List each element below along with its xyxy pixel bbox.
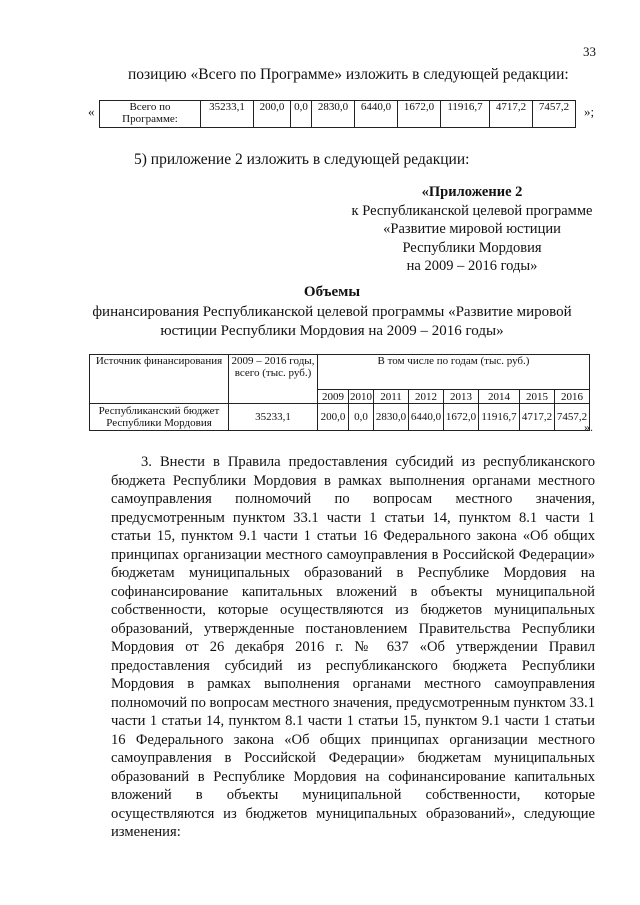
table-header-row (90, 355, 590, 390)
year-cell: 2015 (520, 390, 555, 404)
appendix-line: Республики Мордовия (402, 239, 542, 256)
paragraph-text: 3. Внести в Правила предоставления субсидий из республиканского бюджета Республики Мордовия в рамках выполнения органами местного самоуправления полномочий по вопросам местного значения, предусмотренным пунктом 33.1 части 1 статьи 14, пунктом 8.1 части 1 статьи 15, пунктом 9.1 части 1 статьи 16 Федерального закона «Об общих принципах организации местного самоуправления в Российской Федерации» бюджетам муниципальных образований в Республике Мордовия на софинансирование капитальных вложений в объекты муниципальной собственности, которые осуществляются из бюджетов муниципальных образований, утвержденные постановлением Правительства Республики Мордовия от 26 декабря 2016 г. № 637 «Об утверждении Правил предоставления субсидий из республиканского бюджета Республики Мордовия в рамках выполнения органами местного самоуправления полномочий по вопросам местного значения, предусмотренным пунктом 33.1 части 1 статьи 14, пунктом 8.1 части 1 статьи 15, пунктом 9.1 части 1 статьи 16 Федерального закона «Об общих принципах организации местного самоуправления в Российской Федерации» бюджетам муниципальных образований в Республике Мордовия на софинансирование капитальных вложений в объекты муниципальной собственности, которые осуществляются из бюджетов муниципальных образований», следующие изменения: (111, 454, 595, 840)
volumes-title: Объемы (303, 284, 361, 300)
header-years: В том числе по годам (тыс. руб.) (318, 355, 590, 390)
table-cell: 4717,2 (490, 101, 533, 128)
appendix-line: на 2009 – 2016 годы» (406, 258, 538, 275)
table-cell: 11916,7 (441, 101, 490, 128)
paragraph-3 (111, 453, 595, 842)
table-cell-label: Всего по Программе: (100, 101, 201, 128)
table1-open-quote: « (88, 104, 95, 119)
row-value: 2830,0 (374, 404, 409, 431)
header-total: 2009 – 2016 годы, всего (тыс. руб.) (229, 355, 318, 404)
appendix-line: к Республиканской целевой программе (351, 202, 593, 219)
intro-line: позицию «Всего по Программе» изложить в следующей редакции: (128, 66, 569, 83)
row-source: Республиканский бюджет Республики Мордовия (90, 404, 229, 431)
table-cell: 0,0 (291, 101, 312, 128)
table-cell: 1672,0 (398, 101, 441, 128)
row-value: 1672,0 (444, 404, 479, 431)
table-row (90, 404, 590, 431)
appendix-line: «Развитие мировой юстиции (383, 221, 561, 238)
year-cell: 2014 (479, 390, 520, 404)
table-cell: 2830,0 (312, 101, 355, 128)
row-value: 11916,7 (479, 404, 520, 431)
year-cell: 2011 (374, 390, 409, 404)
appendix-title: «Приложение 2 (421, 184, 523, 200)
table-cell: 6440,0 (355, 101, 398, 128)
row-total: 35233,1 (229, 404, 318, 431)
table-cell: 35233,1 (201, 101, 254, 128)
header-source: Источник финансирования (90, 355, 229, 404)
table-cell: 200,0 (254, 101, 291, 128)
row-value: 6440,0 (409, 404, 444, 431)
year-cell: 2012 (409, 390, 444, 404)
year-cell: 2010 (350, 390, 372, 403)
point-5: 5) приложение 2 изложить в следующей редакции: (134, 151, 470, 168)
table-cell: 7457,2 (533, 101, 576, 128)
table2-close-quote: ». (584, 420, 593, 434)
volumes-subtitle: финансирования Республиканской целевой программы «Развитие мировой юстиции Республики Мордовия на 2009 – 2016 годы» (92, 304, 572, 339)
page-number: 33 (583, 44, 596, 59)
row-value: 200,0 (318, 404, 349, 431)
year-cell: 2009 (318, 390, 349, 404)
financing-table (89, 354, 590, 431)
row-value: 0,0 (349, 404, 374, 431)
appendix-header (310, 183, 634, 276)
table1-close-quote: »; (584, 104, 595, 119)
year-cell: 2016 (555, 390, 590, 404)
row-value: 4717,2 (520, 404, 555, 431)
row-value: 7457,2 (555, 404, 590, 431)
table-row (100, 101, 576, 128)
year-cell: 2013 (444, 390, 479, 404)
totals-table (99, 100, 576, 128)
